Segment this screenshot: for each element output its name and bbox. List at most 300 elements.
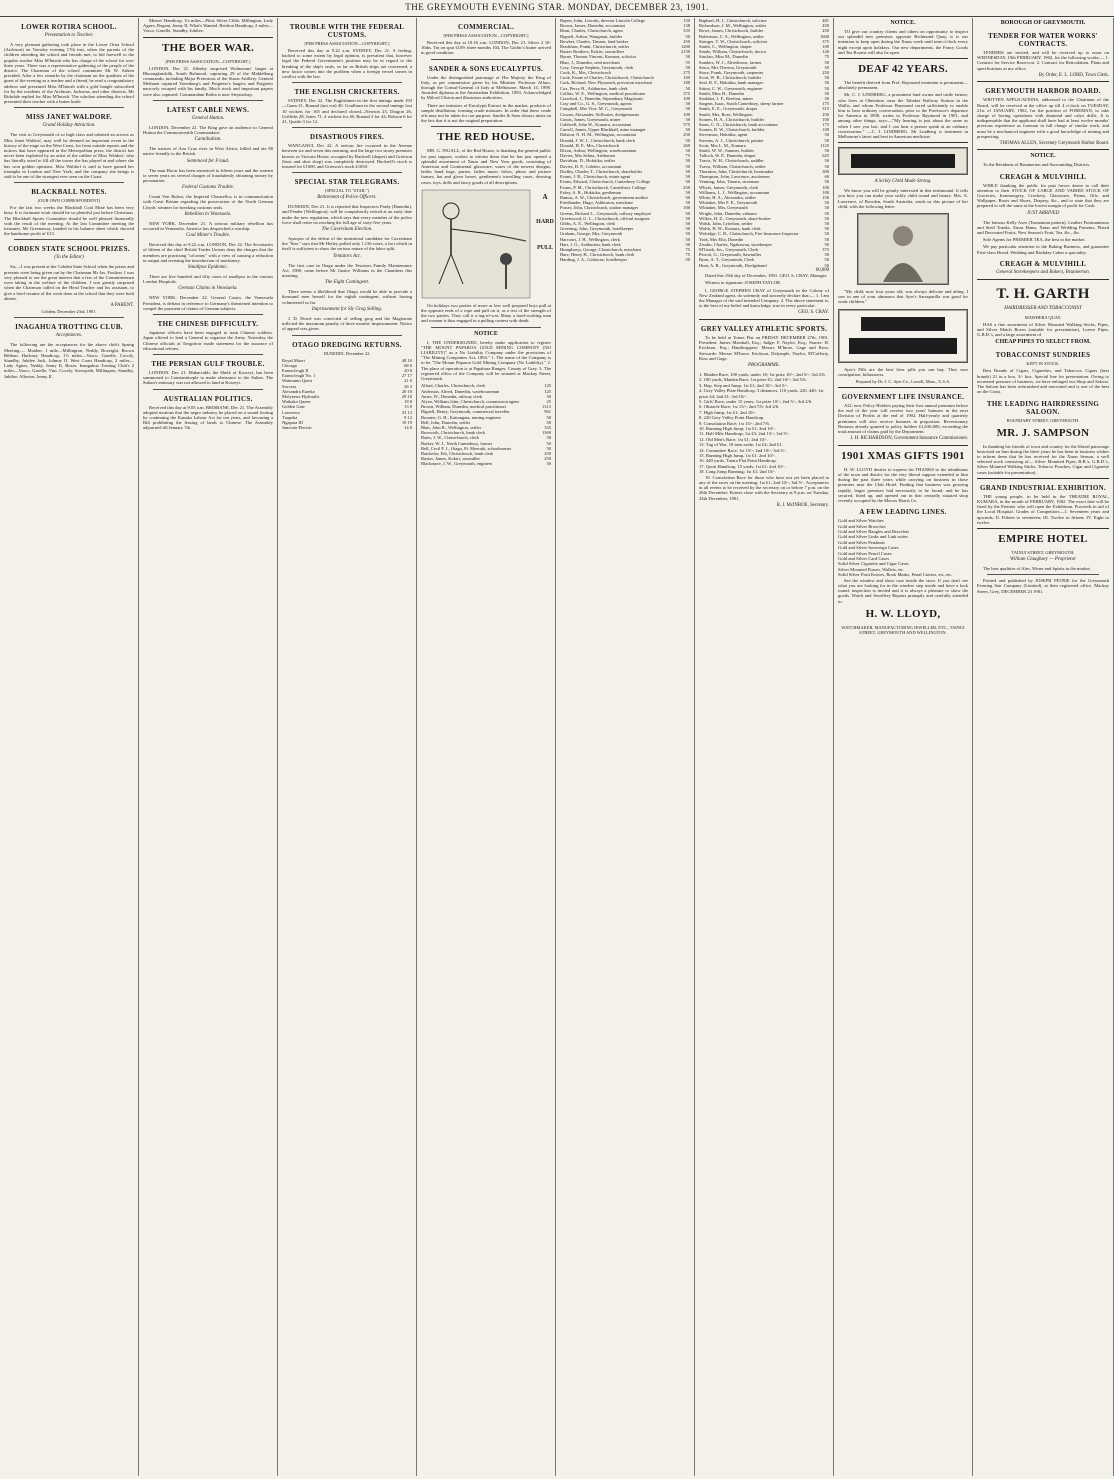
list-row-name: Allard, Charles, Christchurch, clerk — [421, 383, 486, 389]
article-paragraph: Ayer's Pills are the best liver pills you can buy. They cure constipation, biliousness. — [838, 366, 968, 377]
list-row-amount: 50 — [824, 179, 829, 185]
column-8 — [973, 18, 1114, 1476]
list-row-name: Byrne, Thomas Vincent, Kumara, solicitor — [560, 54, 637, 60]
article-paragraph: The natives of Aoa Cruz river in West Africa, killed and ate 80 native friendly to the British. — [143, 146, 273, 157]
list-row-name: Dalston, N. H. M., Wellington, accountant — [560, 132, 637, 138]
list-row-name: Smale, William, Christchurch, doctor — [699, 49, 767, 55]
byline: (OUR OWN CORRESPONDENT) — [37, 198, 101, 204]
divider — [699, 319, 829, 320]
headline-harbor-board: GREYMOUTH HARBOR BOARD. — [985, 87, 1101, 96]
product-line: Gold and Silver Pendants — [838, 539, 885, 545]
list-row-amount: 75 — [685, 246, 690, 252]
programme-list — [699, 372, 829, 475]
headline-red-house: THE RED HOUSE. — [437, 131, 535, 144]
list-row-name: Williams, L. J., Wellington, accountant — [699, 189, 770, 195]
list-row-name: Davies, D. P., Cobden, accountant — [560, 163, 622, 169]
list-row-amount: 50 — [824, 90, 829, 96]
list-row-name: Campbell, Mrs Viva. M. C., Greymouth — [560, 106, 632, 112]
subhead: A Sickly Child Made Strong. — [874, 179, 932, 185]
list-row-name: Lawrence — [282, 409, 300, 415]
headline-australian-politics: AUSTRALIAN POLITICS. — [163, 394, 253, 403]
signature: J. H. RICHARDSON, Government Insurance Commissioner. — [850, 436, 968, 442]
list-row-name: Venning, John, Timaru, storeman — [699, 179, 759, 185]
list-row-amount: 375 — [683, 90, 690, 96]
list-row-amount: 1600 — [820, 33, 829, 39]
list-row-amount: 50 — [685, 127, 690, 133]
list-row-amount: 375 — [822, 38, 829, 44]
headline-blackball: BLACKBALL NOTES. — [31, 188, 107, 197]
list-row-name: Chicago — [282, 362, 297, 368]
dateline: DUNEDIN, December 22. — [323, 350, 371, 356]
column-1 — [0, 18, 139, 1476]
article-paragraph: LONDON, December 22. The King gave an audience to General Hutton the Commonwealth Commandant. — [143, 124, 273, 136]
list-row-amount: 50 — [824, 59, 829, 65]
subhead: General Hutton. — [191, 115, 225, 121]
headline-mr-sampson: MR. J. SAMPSON — [996, 426, 1090, 439]
list-row-amount: 14 0 — [404, 425, 412, 431]
list-row-amount: 188 — [683, 80, 690, 86]
list-row-amount: 50 — [824, 64, 829, 70]
list-row-name: Greenwood, G. L., Christchurch, official assignee — [560, 215, 650, 221]
list-row-amount: 335 — [683, 28, 690, 34]
article-paragraph: We know you will be greatly interested in this testimonial. It tells you how you can make your sickly child round and hearty. Mrs. A. Lawrence, of Bowden, South Australia, sends us this picture of her child, with the following letter: — [838, 188, 968, 209]
list-row-name: Donald, J. W. J., Christchurch, bank clerk — [560, 137, 635, 143]
list-row-amount: 50 — [685, 174, 690, 180]
programme-item: 17. Quoit Handicap, 15 yards; 1st £1; 2nd 10/-. — [699, 463, 786, 469]
headline-hairdressing-saloon: THE LEADING HAIRDRESSING SALOON. — [986, 399, 1100, 416]
list-row-name: Stoddart, J. F., Reefton, miner — [699, 96, 754, 102]
list-row-amount: 50 — [824, 262, 829, 268]
list-row-amount: 50 — [685, 106, 690, 112]
list-row-name: Bignell, Henry, Greymouth, commercial traveller — [421, 409, 510, 415]
subhead: JUST ARRIVED — [1026, 210, 1060, 216]
article-paragraph: MR. G. INGALL, of the Red House, is thanking the general public for past support, wishes to inform them that he has just opened a splendid assortment of Xmas and New Year goods, consisting of American and Continental glassware, vases of the newest designs, ladies hand bags, purses, ladies music folios, photo and picture frames, hat and glove boxes, gentlemen's travelling cases, dressing cases, toys, dolls and fancy goods of all descriptions. — [421, 148, 551, 185]
signature: THOMAS ALLEN, Secretary Greymouth Harbor Board. — [999, 140, 1109, 146]
list-row-amount: 20 10 — [401, 388, 412, 394]
list-row-name: Bowker, Charles, Timaru, land broker — [560, 38, 629, 44]
list-row-name: Cox, Percy H., Ashburton, bank clerk — [560, 85, 628, 91]
subhead: General Storekeepers and Bakers, Brunnerton. — [996, 269, 1090, 275]
list-row-name: Smith, C., Wellington, draper — [699, 44, 752, 50]
list-row-amount: 50 — [824, 236, 829, 242]
article-paragraph: I, THE UNDERSIGNED, hereby make application to register "THE MOUNT PAPAROA GOLD MINING COMPANY (NO LIABILITY)" as a No Liability Company under the provisions of "The Mining Companies Act, 1894." 1. The name of the Company is to be "The Mount Paparoa Gold Mining Company (No Liability)." 2. The place of operation is at Papahura Ranges, County of Grey. 3. The registered office of the Company will be situated at Mackay Street, Greymouth. — [421, 339, 551, 382]
list-row-amount: 250 — [683, 184, 690, 190]
programme-item: 15. Running High Jump, 1st £1; 2nd 10/-. — [699, 453, 776, 459]
subhead-programme: PROGRAMME. — [747, 362, 781, 368]
divider — [431, 327, 541, 328]
list-row-amount: 50 — [685, 54, 690, 60]
product-line: Gold and Silver Links and Link suites — [838, 534, 908, 540]
list-row-name: Sargent, Isaac, South Canterbury, sheep farmer — [699, 101, 784, 107]
list-row-name: Bradshaw, Frank, Christchurch, settler — [560, 44, 630, 50]
subhead: Sentenced for Fraud. — [186, 158, 230, 164]
list-row-amount: 50 — [546, 393, 551, 399]
subhead: (To the Editor) — [54, 255, 84, 261]
location: TAINUI STREET, GREYMOUTH. — [1011, 549, 1075, 555]
programme-item: 9. Consolation Race; 1st 15/-; 2nd 7/6. — [699, 420, 770, 426]
list-row-amount: 55 — [685, 59, 690, 65]
programme-item: 14. Committee Race; 1st 15/-; 2nd 10/-; 3rd 5/-. — [699, 447, 787, 453]
list-row-amount: 300 — [822, 168, 829, 174]
programme-item: 3. Hop, Step and Jump; 1st £1; 2nd 10/-; 3rd 5/-. — [699, 382, 789, 388]
subhead: Retirement of Police Officers. — [317, 195, 377, 201]
article-paragraph: LONDON, Dec 21. Allenby surprised Wolmarans' laager at Bhoongkuisklik, South Balmoral, capturing 29 of the Middelburg commando, including Major Pretorious of the Staats Artillery. General Methuen captured Varenburg's and Potgieter's laagers and Potgieter narrowly escaped with his family. Much stock and important papers were also captured. Commandant Botha is near Steynsdorp. — [143, 65, 273, 97]
list-row-amount: 125 — [544, 388, 551, 394]
list-row-amount: 68 6 — [404, 362, 412, 368]
list-row-amount: 20 0 — [404, 367, 412, 373]
list-row-amount: 50 — [824, 75, 829, 81]
list-row-amount: 50 — [685, 210, 690, 216]
list-row-amount: 50 — [685, 85, 690, 91]
list-row-amount: 250 — [683, 38, 690, 44]
list-row-amount: 75 — [685, 252, 690, 258]
divider — [14, 239, 124, 240]
shares-total: 60,000 — [815, 267, 829, 273]
article-paragraph: The benefit derived from Prof. Raymond treatment is permanent—absolutely permanent. — [838, 80, 968, 91]
headline-empire-hotel: EMPIRE HOTEL — [998, 532, 1088, 545]
list-row-name: Greening, John, Greymouth, hotelkeeper — [560, 226, 634, 232]
headline-cable-news: LATEST CABLE NEWS. — [166, 105, 250, 114]
divider — [838, 142, 968, 143]
subhead: Imprisonment for Sly Grog Selling. — [311, 306, 383, 312]
subhead: Federal Customs Trouble. — [181, 185, 235, 191]
list-row-amount: 50 — [824, 80, 829, 86]
list-row-name: Wright, John, Dunedin, valuator — [699, 210, 758, 216]
ad-word-hard: HARD — [536, 218, 554, 225]
list-row-name: Caldwell, John W., Kumara, accountant — [560, 122, 632, 128]
list-row-amount: 50 — [824, 215, 829, 221]
list-row-name: Waikaka Queen — [282, 399, 311, 405]
list-row-amount: 50 — [685, 168, 690, 174]
headline-boer-war: THE BOER WAR. — [161, 41, 255, 54]
lloyd-subline: WATCHMAKER, MANUFACTURING JEWELLER, ETC., TAINUI STREET, GREYMOUTH AND WELLINGTON. — [841, 624, 965, 635]
list-row-name: Donald, H. F., Mrs, Christchurch — [560, 142, 620, 148]
list-row-name: Exley, A. R., Hokitika, gentleman — [560, 189, 621, 195]
divider — [153, 389, 263, 390]
list-row-name: Whitaker, Mrs, Greymouth — [699, 205, 748, 211]
list-row-name: Wilkes, H. Z., Greymouth, share-broker — [699, 215, 771, 221]
list-row-name: Hunt, A. B., Greymouth, Dredgehand — [699, 262, 767, 268]
article-paragraph: TENDERS are invited, and will be received up to noon on WEDNESDAY, 19th FEBRUARY, 1902, for the following works:— 1. Contract for Service Reservoir. 2. Contract for Reticulation. Plans and specifications at my office. — [977, 50, 1109, 71]
headline-janet-waldorf: MISS JANET WALDORF. — [26, 113, 112, 122]
list-row-amount: 50 — [685, 200, 690, 206]
headline-grey-valley-sports: GREY VALLEY ATHLETIC SPORTS. — [700, 324, 828, 333]
headline-lower-rotira: LOWER ROTIRA SCHOOL. — [21, 23, 117, 31]
list-row-amount: 50 — [824, 158, 829, 164]
article-paragraph: NEW YORK, December 22. General Castro, the Venezuela President, is defiant in reference to Germany's threatened intention to compel the payment of claims of German subjects. — [143, 295, 273, 311]
list-row-name: Friedlander, Hugo, Ashburton, merchant — [560, 200, 633, 206]
divider — [431, 59, 541, 60]
list-row-name: Soanes, H. A., Christchurch, builder — [699, 116, 765, 122]
list-row-name: Staco, Mrs Theresa, Greymouth — [699, 64, 757, 70]
list-row-name: Harcourt, J. H., Wellington, clerk — [560, 236, 620, 242]
list-row-name: Davidson, D., Hokitika, settler — [560, 158, 616, 164]
programme-item: 4. Grey Valley Plate Handicap, 3 distances, 110 yards, 220, 440; 1st prize £4; 2nd £1; 3rd 10/-. — [699, 388, 824, 399]
divider — [292, 335, 402, 336]
list-row-name: Hare, Henry H., Christchurch, bank clerk — [560, 252, 635, 258]
list-row-amount: 450 — [822, 23, 829, 29]
list-row-amount: 50 — [824, 252, 829, 258]
programme-item: 10. Running High Jump; 1st £1; 2nd 10/-. — [699, 426, 776, 432]
list-row-amount: 100 — [822, 189, 829, 195]
list-row-name: Cray, George Stephen, Greymouth, clerk — [560, 64, 634, 70]
list-row-name: Smith, Mrs, Rose, Wellington — [699, 111, 753, 117]
list-row-name: Bosworth, Christchurch, bank clerk — [421, 430, 486, 436]
programme-item: 13. Tug of War, 10 men aside; 1st £4; 2nd £1. — [699, 442, 783, 448]
list-row-name: Seal, R. F., Hokitika, bank manager — [699, 80, 764, 86]
list-row-amount: 250 — [822, 28, 829, 34]
article-paragraph: TO give our country clients and others an opportunity to inspect our splendid new premises opposite Richmond Quay, it is our intention to keep open during the Xmas week until nine o'clock every night except upon holidays. Our new departments, the Fancy Goods and Tea Rooms will also be open. — [838, 29, 968, 55]
list-row-name: Graham, George, Mrs, Greymouth — [560, 231, 623, 237]
article-paragraph: Best Brands of Cigars, Cigarettes, and Tobaccos, Cigars (best brands) 21 in a box, 3/- box. Special line for presentation. Owing to increased pressure of business, we have enlarged our Shop and Saloon. The Saloon has been refurnished and renovated and is one of the best on the Coast. — [977, 368, 1109, 395]
product-line: Gold and Silver Card Cases — [838, 556, 890, 562]
list-row-name: Baxter, James, Kokiri, sawmiller — [421, 456, 481, 462]
shareholder-list — [560, 18, 690, 263]
divider — [987, 574, 1099, 575]
list-row-name: Richardson, J. M., Wellington, settler — [699, 23, 767, 29]
list-row — [282, 425, 412, 430]
article-paragraph: I, GEORGE STEPHEN CRAY of Greymouth in the Colony of New Zealand agent, do solemnly and sincerely declare that:— 1. I am the Manager of the said intended Company. 2. The above statement is, to the best of my belief and knowledge, true in every particular. — [699, 287, 829, 309]
list-row-name: Walsh, H. W., Kumara, bank clerk — [699, 226, 761, 232]
list-row-amount: 625 — [822, 153, 829, 159]
column-2 — [139, 18, 278, 1476]
subhead: Tentators Act. — [333, 253, 361, 259]
article-paragraph: Miners' Handicap, 1¼ miles—Pilot, Silver Cliffe, Millington, Lady Agnes, Regent, Jenny II, What's Wanted. Reefton Handicap, 2 miles—Vasco, Gazelle, Standby, Jubilee. — [143, 18, 273, 34]
subhead: Rebellion in Venezuela. — [184, 211, 232, 217]
list-row-amount: 60 — [824, 174, 829, 180]
skeleton-illustration — [421, 189, 531, 299]
list-row-name: Molyneux Hydraulic — [282, 393, 320, 399]
list-row-amount: 50 — [685, 231, 690, 237]
list-row-name: Gibbs, A. E., Wellington, clerk — [560, 220, 616, 226]
list-row — [560, 257, 690, 262]
headline-tobacconist-sundries: TOBACCONIST SUNDRIES — [995, 351, 1091, 360]
list-row-amount: 2150 — [681, 49, 690, 55]
subhead: Smallpox Epidemic. — [188, 265, 228, 271]
programme-item: 5. Girls' Race, under 15 years; 1st prize 10/-; 2nd 5/-; 3rd 2/6. — [699, 399, 813, 405]
list-row-name: Wolridge, C. R., Christchurch, Fire Insurance Inspector — [699, 231, 799, 237]
list-row-amount: 50 — [685, 163, 690, 169]
list-row-amount: 50 — [824, 220, 829, 226]
article-paragraph: WANGANUI, Dec 22. A serious fire occurred in the Avenue between six and seven this morning, and the large two storey premises known as Victoria House, occupied by Buckrell (draper) and Grierson (boot and shoe shop) was completely destroyed. Buckrell's stock is insured for £1600, and Grierson's stock £1650. — [282, 143, 412, 170]
list-row-name: Junction Electric — [282, 425, 313, 431]
product-line: Solid Silver Fruit Knives, Book Marks, Penal Cutters, etc, etc. — [838, 572, 953, 578]
list-row-amount: 50 — [546, 445, 551, 451]
byline: (SPECIAL TO "STAR.") — [324, 188, 369, 194]
list-row-amount: 250 — [683, 132, 690, 138]
proprietor-line: William Claughsey — Proprietor — [1009, 556, 1077, 562]
divider — [838, 445, 968, 446]
list-row-name: Anderson, Alfred, Dunedin, warehouseman — [421, 388, 500, 394]
list-row-amount: 50 — [824, 96, 829, 102]
list-row-amount: 126 — [822, 49, 829, 55]
list-row-amount: 50 — [685, 179, 690, 185]
list-row-amount: 100 — [683, 111, 690, 117]
list-row-amount: 50 — [824, 137, 829, 143]
list-row-name: Cray and Co., G. S., Greymouth, agents — [560, 101, 632, 107]
list-row-name: Thornton, John, Christchurch, bootmaker — [699, 168, 774, 174]
prepared-by: Prepared by Dr. J. C. Ayer Co., Lowell, Mass., U.S.A. — [855, 379, 951, 385]
article-paragraph: Sir,—I was present at the Cobden State School when the prizes and presents were being given out by the Chairman Mr Jas. Foulton. I was very pleased to see the great interest that a few of the Committeemen were taking in the welfare of the children. I was greatly surprised when the Chairman called on the Head Teacher and his assistant, to give a brief resume of the work done at the school that they were both absent. — [4, 264, 134, 301]
list-row-name: Walsh, John, Lyttelton, settler — [699, 220, 753, 226]
headline-xmas-gifts: 1901 XMAS GIFTS 1901 — [841, 449, 965, 462]
list-row-name: Davies, Mrs Selina, Ashburton — [560, 153, 616, 159]
article-paragraph: For the last two weeks the Blackball Coal Mine has been very busy. It is fortunate work should be so plentiful just before Christmas. The Blackball Sports Committee should be well pleased financially with the result of the meeting. At the last Committee meeting the treasurer, Mr Greenaway, handed in his balance sheet which showed the handsome profit of £13. — [4, 205, 134, 237]
list-row-amount: 50 — [824, 241, 829, 247]
article-paragraph: The visit to Greymouth of so high-class and talented an actress as Miss Janet Waldorf, may well be deemed an important event in the history of the stage on the West Coast, for from outside reports and the notices that have appeared in the Metropolitan press, the district has never been exploited by an artist of the calibre of Miss Waldorf, who has literally acted to fill all the towns she has played at and where she has won golden opinions. Miss Waldorf is said to have gained her triumphs in London and New York, and the company she brings is said to be one of the strongest ever seen on the Coast. — [4, 132, 134, 180]
divider — [838, 58, 968, 59]
list-row-name: Sitton, C. W., Greymouth, engineer — [699, 85, 763, 91]
list-row-name: Hart, J. G., Ashburton, bank clerk — [560, 241, 621, 247]
signature: GEO. S. CRAY. — [798, 310, 829, 316]
divider — [14, 317, 124, 318]
list-row-name: Scott, Mrs L. M., Kumara — [699, 142, 746, 148]
article-paragraph: Witness to signature: JOSEPH TAYLOR. — [705, 280, 782, 286]
list-row-name: Barker, W. J., North Canterbury, farmer — [421, 440, 493, 446]
product-line: Gold and Silver Bangles and Bracelets — [838, 529, 910, 535]
subhead: Acceptances. — [55, 333, 83, 339]
list-row-amount: 125 — [544, 383, 551, 389]
byline: [PER PRESS ASSOCIATION—COPYRIGHT.] — [304, 41, 390, 46]
list-row-amount: 27 17 — [401, 373, 412, 379]
list-row-amount: 1369 — [542, 430, 551, 436]
article-paragraph: Sole Agents for PREMIER TEA, the best in the market. — [983, 237, 1086, 243]
article-paragraph: In thanking his friends of town and country for the liberal patronage bestowed on him during the three years he has been in business wishes to inform them that he has received for the Xmas Season, a well selected stock consisting of— Silver Mounted Pipes, B.B.'s, G.B.D.'s, Silver Mounted Walking Sticks, Tobacco Pouches, Cigar and Cigarette cases (suitable for presentation). — [977, 443, 1109, 475]
headline-chinese-difficulty: THE CHINESE DIFFICULTY. — [157, 320, 259, 329]
programme-item: 7. High Jump; 1st £1; 2nd 10/-. — [699, 409, 757, 415]
list-row-amount: 48 10 — [401, 357, 412, 363]
list-row-name: Bell, Cecil F. J., Otago, Pt. Moeraki, schoolmaster — [421, 445, 512, 451]
list-row-name: Collins, W. E., Wellington, medical practitioner — [560, 90, 646, 96]
divider — [14, 182, 124, 183]
headline-commercial: COMMERCIAL. — [458, 23, 514, 31]
programme-item: 2. 100 yards, Maiden Race; 1st prize £1; 2nd 10/-; 3rd 5/6. — [699, 377, 807, 383]
list-row-name: Cook, K., Mrs, Christchurch — [560, 70, 612, 76]
list-row-name: Smith, W. W., Sumner, builder — [699, 148, 754, 154]
divider — [977, 81, 1109, 82]
article-paragraph: WRITTEN APPLICATIONS, addressed to the Chairman of the Board, will be received at the office up till 4 o'clock on TUESDAY, 21st of JANUARY, 1902, for the position of FOREMAN, to take charge of boring operations with diamond and calyx drills. It is indispensable that the applicant shall have had at least twelve months' previous experience as foreman in full charge of similar work, and must be a mechanical engineer with a good knowledge of mining and prospecting. — [977, 97, 1109, 139]
product-line: Gold and Silver Watches — [838, 518, 884, 524]
weak-children-headline-illustration — [838, 147, 968, 175]
column-3 — [278, 18, 417, 1476]
hard-pull-ad — [421, 189, 554, 299]
list-row-amount: 1313 — [542, 404, 551, 410]
list-row-amount: 50 — [824, 226, 829, 232]
article-paragraph: There are imitators of Eucalypti Extract in the market, products of sample distillation, forming crude mixtures. In order that these crude oils may not be taken for our purpose, Sander & Sons always insist on the fact that it is not the original preparation. — [421, 102, 551, 124]
list-row-amount: 9 12 — [404, 414, 412, 420]
list-row-name: Humphreys, George, Christchurch, merchant — [560, 246, 641, 252]
list-row-amount: 21 0 — [404, 378, 412, 384]
ad-word-pull: PULL — [536, 244, 553, 251]
list-row-amount: 481 — [822, 18, 829, 23]
divider — [153, 314, 263, 315]
headline-dredging-returns: OTAGO DREDGING RETURNS. — [292, 340, 402, 349]
list-row-name: Coutts, James, Greymouth, miner — [560, 116, 621, 122]
list-row-amount: 335 — [544, 424, 551, 430]
column-6 — [695, 18, 834, 1476]
list-row-amount: 50 — [685, 148, 690, 154]
article-paragraph: Count Von Bulow, the Imperial Chancellor, is in communication with Great Britain regarding the prosecution of the North German Lloyds' steamer for breaking customs seals. — [143, 194, 273, 210]
product-line: Silver Mounted Purses, Wallets, etc — [838, 566, 904, 572]
shareholder-list — [699, 18, 829, 268]
list-row-name: Greens, Richard L., Greymouth, railway employee — [560, 210, 652, 216]
article-paragraph: LONDON, Dec 21. Mubarcakh, the Sheik of Koweyt, has been summoned to Constantinople to make obeisance to the Sultan. The Sultan's emissary was not allowed to land at Koweyt. — [143, 369, 273, 386]
article-paragraph: The famous Kelly Axes (Tasmanian pattern), Leather Portmanteaux and Steel Trunks, Xmas Hams, Xmas and Wedding Presents, Plated and Decorated Fruits, New Season's Fruit, Tea, &c., &c. — [977, 219, 1109, 236]
list-row-amount: 10 19 — [401, 419, 412, 425]
list-row-amount: 375 — [822, 246, 829, 252]
list-row-amount: 138 — [683, 23, 690, 29]
list-row-amount: 13 0 — [404, 404, 412, 410]
headline-borough: BOROUGH OF GREYMOUTH. — [1000, 20, 1086, 26]
list-row-name: Robertson, C. S., Wellington, settler — [699, 33, 764, 39]
list-row-amount: 18 8 — [404, 399, 412, 405]
list-row-name: Scott, W. B., Christchurch, builder — [699, 75, 762, 81]
list-row-name: Evans, P. M., Christchurch, Canterbury College — [560, 184, 646, 190]
subhead: The Eight Contingent. — [324, 280, 370, 286]
divider — [292, 172, 402, 173]
cheap-pipes-line: CHEAP PIPES TO SELECT FROM. — [995, 339, 1091, 346]
article-paragraph: SYDNEY, Dec 22. The Englishmen in the first innings made 193—Gunn 21, Braund (not out) 40. Goulburn in the second innings lost 10 wickets for 165 and declared closed—Newton 23, Dragon 26, Griffiths 28, Jones 71. 4 wickets for 46. Braund 3 for 44, Robson 6 for 41, Quaife 3 for 12. — [282, 98, 412, 125]
subhead: Grand Holiday Attraction. — [42, 123, 96, 129]
article-paragraph: There seems a likelihood that Otago would be able to provide a thousand men herself for the eighth contingent, without having volunteered so far. — [282, 289, 412, 305]
list-row-amount: 50 — [685, 241, 690, 247]
list-row-amount: 175 — [822, 101, 829, 107]
list-row-name: Carroll, James, Upper Blackball, mine manager — [560, 127, 646, 133]
list-row-amount: 150 — [683, 18, 690, 23]
headline-eucalyptus: SANDER & SONS EUCALYPTUS. — [428, 64, 544, 73]
list-row-name: Travis, W. H., Christchurch, saddler — [699, 158, 764, 164]
list-row-name: Smith, Miss H., Dunedin — [699, 90, 745, 96]
article-paragraph: To be held at Totara Flat on FRIDAY DECEMBER 27th, 1901. President: James Marshall, Esq.; Judge: F. Naylor, Esq.; Starter: H. Erickson, Esq.; Handicappers: Messrs M'Inroe, Gage and Ross; Stewards: Messrs M'Inroe, Erickson, Dalymple, Naylor, M'Cafferty, Ross and Gage. — [699, 334, 829, 361]
programme-item: 11. Half Mile Handicap; 1st £3; 2nd 15/-; 3rd 5/-. — [699, 431, 790, 437]
list-row-name: M'Grath, Jos., Greymouth, Clerk — [699, 246, 759, 252]
divider — [153, 100, 263, 101]
list-row-name: Rowe, James, Christchurch, builder — [699, 28, 764, 34]
article-paragraph: There are five hundred and fifty cases of smallpox in the various London Hospitals. — [143, 274, 273, 285]
list-row-name: Blair, J., Dunedin, seed merchant — [560, 59, 620, 65]
list-row-amount: 100 — [822, 184, 829, 190]
divider — [977, 279, 1109, 280]
list-row-name: Blair, John R., Wellington, settler — [421, 424, 482, 430]
article-paragraph: Received this day at 9.22 a.m. SYDNEY, Dec 21. A feeling, backed to some extent by legal opinion, is prevalent that, however legal the Federal Government's position may be in regard to the breaking of the ship's seals, so far as British ships are concerned, a new factor comes into the problem when a foreign vessel comes in conflict with the law. — [282, 48, 412, 80]
product-line: Gold and Silver Sovereign Cases — [838, 545, 899, 551]
article-paragraph: Received this day at 9.22 a.m. LONDON, Dec 22. The Secretaries of fifteen of the chief British Trades Unions deny the charges that the members are practising "ca'canny" with a view of causing a reduction in output and resisting the introduction of machinery. — [143, 242, 273, 263]
list-row-amount: 50 — [685, 215, 690, 221]
headline-persian-gulf: THE PERSIAN GULF TROUBLE. — [151, 359, 265, 368]
masthead: THE GREYMOUTH EVENING STAR. MONDAY, DECEMBER 23, 1901. — [0, 0, 1114, 17]
divider — [977, 149, 1109, 150]
subhead: Cannibalism. — [194, 137, 222, 143]
list-row-name: Perrott, G., Greymouth, Sawmiller — [699, 252, 762, 258]
list-row-amount: 50 — [685, 158, 690, 164]
list-row-name: Dudley, Charles T., Christchurch, shareholder — [560, 168, 643, 174]
list-row-name: Cowan, Alexander, Stillwater, dredgemaster — [560, 111, 640, 117]
programme-item: 12. Old Men's Race; 1st £1; 2nd 10/-. — [699, 436, 768, 442]
list-row-amount: 50 — [824, 132, 829, 138]
list-row-amount: 175 — [822, 122, 829, 128]
subhead: HAIRDRESSER AND TOBACCONIST — [1004, 305, 1082, 311]
list-row-amount: 50 — [685, 137, 690, 143]
list-row-name: Ramus, A. W., Christchurch, government auditor — [560, 194, 648, 200]
list-row-amount: 50 — [546, 414, 551, 420]
headline-govt-life-insurance: GOVERNMENT LIFE INSURANCE. — [841, 393, 965, 402]
headline-creagh-mulvihill: CREAGH & MULVIHILL — [999, 172, 1087, 181]
list-row-amount: 50 — [685, 189, 690, 195]
divider — [292, 82, 402, 83]
list-row-amount: 50 — [685, 33, 690, 39]
list-row-amount: 50 — [546, 440, 551, 446]
list-row-amount: 50 — [824, 257, 829, 263]
